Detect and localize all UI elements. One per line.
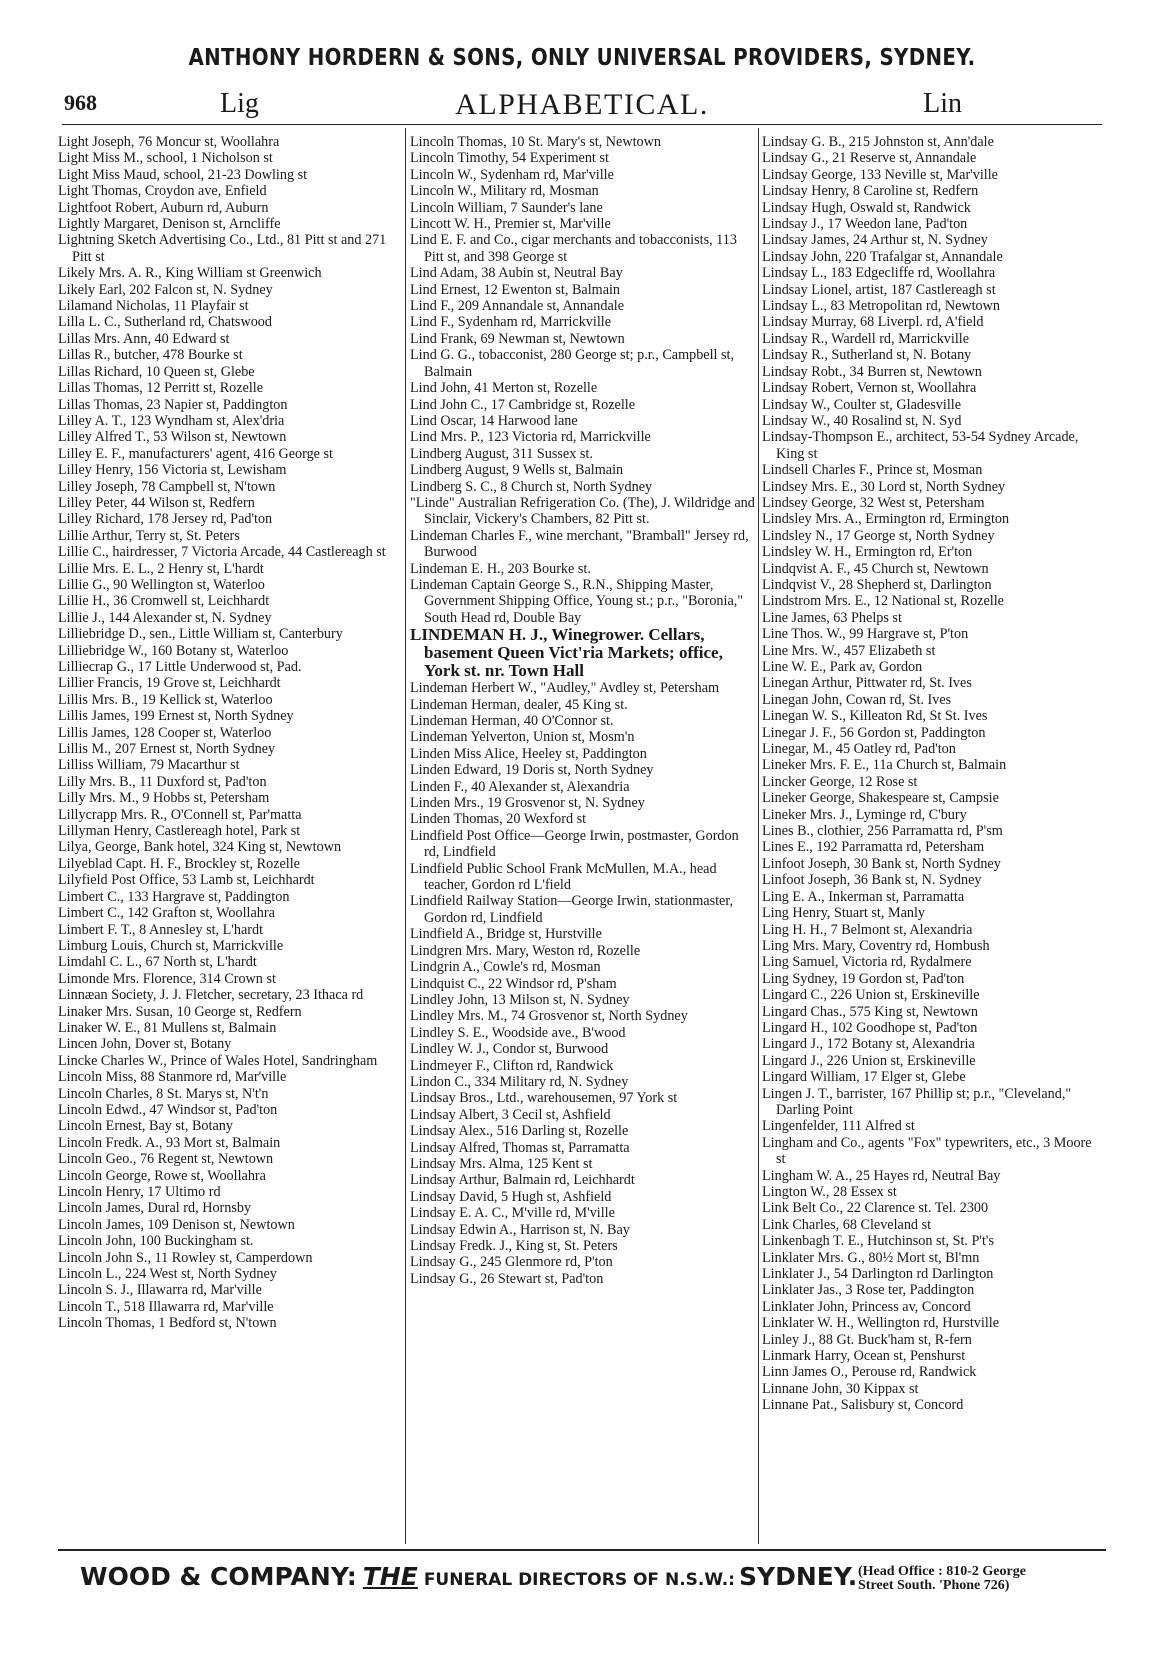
directory-entry: Linley J., 88 Gt. Buck'ham st, R-fern (762, 1331, 972, 1348)
directory-entry: Lillis Mrs. B., 19 Kellick st, Waterloo (58, 691, 273, 708)
directory-entry: Lincoln Thomas, 10 St. Mary's st, Newtown (410, 134, 661, 150)
directory-entry: Linden Miss Alice, Heeley st, Paddington (410, 745, 647, 762)
directory-entry: Likely Earl, 202 Falcon st, N. Sydney (58, 281, 273, 298)
directory-entry: Ling Sydney, 19 Gordon st, Pad'ton (762, 970, 965, 987)
directory-entry: Lindsay Albert, 3 Cecil st, Ashfield (410, 1106, 611, 1123)
directory-column-2 (410, 134, 755, 1544)
directory-entry: Linklater Mrs. G., 80½ Mort st, Bl'mn (762, 1249, 980, 1266)
footer-address-line: Street South. 'Phone 726) (858, 1578, 1010, 1593)
directory-entry: Lindsley W. H., Ermington rd, Er'ton (762, 544, 973, 561)
directory-entry: Lindquist C., 22 Windsor rd, P'sham (410, 975, 617, 992)
directory-entry: Lindsay W., 40 Rosalind st, N. Syd (762, 412, 962, 429)
directory-entry: Lindsay Alex., 516 Darling st, Rozelle (410, 1123, 629, 1140)
directory-entry: Lillas Thomas, 12 Perritt st, Rozelle (58, 380, 264, 397)
directory-entry: Lilliebridge D., sen., Little William st, Canterbury (58, 626, 343, 643)
header-rule (62, 124, 1102, 125)
directory-entry: Linden F., 40 Alexander st, Alexandria (410, 778, 630, 795)
directory-entry: Lincoln L., 224 West st, North Sydney (58, 1266, 277, 1283)
directory-entry: Ling E. A., Inkerman st, Parramatta (762, 888, 965, 905)
directory-entry: Lindeman Herman, 40 O'Connor st. (410, 713, 614, 729)
directory-entry: Lillie H., 36 Cromwell st, Leichhardt (58, 593, 270, 610)
directory-entry: Lincoln William, 7 Saunder's lane (410, 199, 603, 216)
directory-entry: Linnane John, 30 Kippax st (762, 1380, 919, 1397)
directory-entry: Lingard J., 172 Botany st, Alexandria (762, 1036, 975, 1053)
directory-entry: Linnæan Society, J. J. Fletcher, secretary, 23 Ithaca rd (58, 987, 364, 1004)
directory-entry: Lington W., 28 Essex st (762, 1184, 897, 1200)
directory-entry: Linegan W. S., Killeaton Rd, St St. Ives (762, 708, 988, 725)
directory-entry: Lindsay E. A. C., M'ville rd, M'ville (410, 1205, 615, 1222)
directory-entry: Lilyeblad Capt. H. F., Brockley st, Rozelle (58, 855, 300, 872)
directory-entry: Lineker George, Shakespeare st, Campsie (762, 790, 999, 807)
directory-entry: Lillycrapp Mrs. R., O'Connell st, Par'matta (58, 806, 302, 823)
directory-entry: Lindqvist A. F., 45 Church st, Newtown (762, 560, 989, 577)
directory-entry: Lillas Thomas, 23 Napier st, Paddington (58, 396, 288, 413)
directory-entry: Link Charles, 68 Cleveland st (762, 1216, 932, 1233)
directory-entry: Lindsay James, 24 Arthur st, N. Sydney (762, 232, 988, 249)
directory-entry: Linfoot Joseph, 36 Bank st, N. Sydney (762, 872, 982, 889)
directory-entry: Lindberg August, 9 Wells st, Balmain (410, 462, 624, 479)
directory-entry: Linnane Pat., Salisbury st, Concord (762, 1397, 964, 1414)
directory-entry: Lindfield Railway Station—George Irwin, stationmaster, Gordon rd, Lindfield (410, 893, 734, 926)
directory-entry: Lincker George, 12 Rose st (762, 773, 918, 790)
directory-entry: Lindsay L., 183 Edgecliffe rd, Woollahra (762, 265, 996, 282)
guide-word-right: Lin (923, 88, 962, 119)
directory-entry: Lincoln W., Military rd, Mosman (410, 183, 599, 200)
directory-entry: Lincoln Thomas, 1 Bedford st, N'town (58, 1315, 277, 1332)
directory-entry: Lilly Mrs. B., 11 Duxford st, Pad'ton (58, 773, 267, 790)
directory-entry: Lindsay Henry, 8 Caroline st, Redfern (762, 183, 979, 200)
directory-entry: Lincoln Edwd., 47 Windsor st, Pad'ton (58, 1101, 278, 1118)
footer-company: WOOD & COMPANY: (80, 1562, 357, 1591)
directory-entry: Lingen J. T., barrister, 167 Phillip st; p.r., "Cleveland," Darling Point (762, 1085, 1072, 1118)
directory-entry: Lincoln James, 109 Denison st, Newtown (58, 1216, 295, 1233)
directory-entry: Lillas Mrs. Ann, 40 Edward st (58, 330, 230, 347)
directory-entry: Lilliebridge W., 160 Botany st, Waterloo (58, 642, 289, 659)
directory-entry: Lillie G., 90 Wellington st, Waterloo (58, 576, 265, 593)
directory-entry: Lindsay W., Coulter st, Gladesville (762, 396, 961, 413)
directory-entry: Linden Mrs., 19 Grosvenor st, N. Sydney (410, 795, 645, 812)
directory-entry: Lindley John, 13 Milson st, N. Sydney (410, 991, 630, 1008)
directory-column-1 (58, 134, 403, 1544)
directory-entry: Ling Mrs. Mary, Coventry rd, Hombush (762, 937, 990, 954)
directory-entry: Linklater John, Princess av, Concord (762, 1298, 971, 1315)
directory-entry: Limbert C., 133 Hargrave st, Paddington (58, 888, 290, 905)
footer-address (858, 1565, 1026, 1593)
directory-entry: Linfoot Joseph, 30 Bank st, North Sydney (762, 855, 1001, 872)
directory-entry: Linklater Jas., 3 Rose ter, Paddington (762, 1282, 975, 1299)
directory-entry: Lincoln George, Rowe st, Woollahra (58, 1167, 266, 1184)
directory-entry: Lilley Peter, 44 Wilson st, Redfern (58, 494, 255, 511)
directory-entry: Linklater W. H., Wellington rd, Hurstville (762, 1315, 999, 1332)
directory-entry: Lilley A. T., 123 Wyndham st, Alex'dria (58, 412, 285, 429)
directory-entry: Lilley Henry, 156 Victoria st, Lewisham (58, 462, 287, 479)
directory-entry: Lind Ernest, 12 Ewenton st, Balmain (410, 281, 621, 298)
directory-entry: Limdahl C. L., 67 North st, L'hardt (58, 954, 257, 971)
footer-city: SYDNEY. (738, 1562, 858, 1591)
directory-entry: Lilliss William, 79 Macarthur st (58, 757, 240, 774)
directory-entry: Lineker Mrs. J., Lyminge rd, C'bury (762, 806, 967, 823)
directory-entry: Lillas R., butcher, 478 Bourke st (58, 347, 243, 364)
directory-entry: Line James, 63 Phelps st (762, 609, 902, 626)
directory-entry: Lillie Mrs. E. L., 2 Henry st, L'hardt (58, 560, 264, 577)
directory-entry: Lindsay Edwin A., Harrison st, N. Bay (410, 1221, 630, 1238)
directory-entry: Lincoln Ernest, Bay st, Botany (58, 1118, 233, 1135)
footer-address-line: (Head Office : 810-2 George (858, 1564, 1026, 1579)
directory-entry: Lilamand Nicholas, 11 Playfair st (58, 298, 249, 315)
directory-entry: Linegar J. F., 56 Gordon st, Paddington (762, 724, 986, 741)
directory-entry: Lincoln John, 100 Buckingham st. (58, 1233, 254, 1250)
directory-entry: Lillas Richard, 10 Queen st, Glebe (58, 363, 255, 380)
footer-the: THE (362, 1562, 418, 1591)
directory-entry: Light Joseph, 76 Moncur st, Woollahra (58, 134, 280, 150)
directory-entry: Lillis M., 207 Ernest st, North Sydney (58, 741, 276, 758)
directory-entry: Lillyman Henry, Castlereagh hotel, Park st (58, 823, 301, 840)
directory-entry: Lingham and Co., agents "Fox" typewriters, etc., 3 Moore st (762, 1134, 1092, 1168)
directory-entry: Lind F., 209 Annandale st, Annandale (410, 298, 625, 315)
directory-entry: Lindsey George, 32 West st, Petersham (762, 494, 985, 511)
directory-entry: Lindsell Charles F., Prince st, Mosman (762, 462, 983, 479)
directory-entry: Linegan John, Cowan rd, St. Ives (762, 691, 952, 708)
directory-entry: Ling Samuel, Victoria rd, Rydalmere (762, 954, 972, 971)
directory-entry: Lind F., Sydenham rd, Marrickville (410, 314, 612, 331)
directory-entry: Lilley Richard, 178 Jersey rd, Pad'ton (58, 511, 273, 528)
directory-entry: Lind Frank, 69 Newman st, Newtown (410, 330, 625, 347)
directory-entry: Lindsley Mrs. A., Ermington rd, Ermington (762, 511, 1010, 528)
directory-entry: Lincoln Timothy, 54 Experiment st (410, 150, 609, 167)
directory-entry: Lightning Sketch Advertising Co., Ltd., 81 Pitt st and 271 Pitt st (58, 232, 387, 265)
directory-entry: Lilly Mrs. M., 9 Hobbs st, Petersham (58, 790, 270, 807)
directory-entry: Lindsay G., 21 Reserve st, Annandale (762, 150, 977, 167)
directory-entry: Lindmeyer F., Clifton rd, Randwick (410, 1057, 614, 1074)
directory-entry: Lindon C., 334 Military rd, N. Sydney (410, 1073, 629, 1090)
directory-entry: Lind Adam, 38 Aubin st, Neutral Bay (410, 265, 623, 282)
guide-word-left: Lig (220, 88, 259, 119)
directory-entry: Lindsay G. B., 215 Johnston st, Ann'dale (762, 134, 994, 150)
directory-entry: Lillie Arthur, Terry st, St. Peters (58, 527, 240, 544)
directory-entry: Lines E., 192 Parramatta rd, Petersham (762, 839, 985, 856)
footer-advert-main (80, 1562, 857, 1591)
directory-entry: Lindley Mrs. M., 74 Grosvenor st, North Sydney (410, 1008, 688, 1025)
directory-entry: Lilliecrap G., 17 Little Underwood st, Pad. (58, 659, 302, 675)
directory-entry: Light Miss Maud, school, 21-23 Dowling st (58, 166, 308, 183)
directory-entry: Lincott W. H., Premier st, Mar'ville (410, 216, 611, 233)
directory-entry: Line Mrs. W., 457 Elizabeth st (762, 642, 936, 659)
directory-entry: Lincoln Miss, 88 Stanmore rd, Mar'ville (58, 1069, 287, 1086)
directory-entry: Line W. E., Park av, Gordon (762, 659, 923, 675)
directory-entry: Lindsley N., 17 George st, North Sydney (762, 527, 995, 544)
directory-entry: Lindeman Captain George S., R.N., Shipping Master, Government Shipping Office, Young st.; p.r., "Boronia," South Head rd, Double Bay (410, 576, 744, 626)
directory-entry: Lilya, George, Bank hotel, 324 King st, Newtown (58, 839, 342, 856)
directory-entry: Lincoln Geo., 76 Regent st, Newtown (58, 1151, 274, 1168)
page-number: 968 (64, 90, 97, 115)
directory-entry: Ling H. H., 7 Belmont st, Alexandria (762, 921, 973, 938)
directory-entry: Limburg Louis, Church st, Marrickville (58, 937, 284, 954)
directory-entry: Lindsay Mrs. Alma, 125 Kent st (410, 1155, 593, 1172)
directory-entry: Lindqvist V., 28 Shepherd st, Darlington (762, 576, 992, 593)
directory-entry: Lilley Alfred T., 53 Wilson st, Newtown (58, 429, 287, 446)
directory-entry: Lindsay R., Wardell rd, Marrickville (762, 330, 970, 347)
directory-entry: Lind Oscar, 14 Harwood lane (410, 412, 578, 429)
directory-entry: Link Belt Co., 22 Clarence st. Tel. 2300 (762, 1200, 989, 1217)
directory-entry: Linaker W. E., 81 Mullens st, Balmain (58, 1019, 277, 1036)
directory-entry: Linden Thomas, 20 Wexford st (410, 811, 587, 828)
directory-entry: Lindsay Murray, 68 Liverpl. rd, A'field (762, 314, 984, 331)
directory-entry: Lingard J., 226 Union st, Erskineville (762, 1052, 976, 1069)
column-divider (405, 128, 406, 1544)
directory-entry: Lindgren Mrs. Mary, Weston rd, Rozelle (410, 942, 641, 959)
directory-entry: Lilla L. C., Sutherland rd, Chatswood (58, 314, 272, 331)
directory-entry: Lindsay J., 17 Weedon lane, Pad'ton (762, 216, 968, 233)
directory-entry: Lindfield Post Office—George Irwin, postmaster, Gordon rd, Lindfield (410, 827, 739, 861)
directory-entry: Lindstrom Mrs. E., 12 National st, Rozelle (762, 593, 1004, 610)
directory-entry: Lindsay G., 26 Stewart st, Pad'ton (410, 1270, 604, 1287)
directory-entry: Light Thomas, Croydon ave, Enfield (58, 183, 267, 200)
directory-entry: Linmark Harry, Ocean st, Penshurst (762, 1348, 966, 1365)
directory-entry: Lindberg S. C., 8 Church st, North Sydney (410, 478, 653, 495)
directory-entry: Lindberg August, 311 Sussex st. (410, 445, 593, 462)
directory-entry: Lightfoot Robert, Auburn rd, Auburn (58, 199, 269, 216)
footer-advert (80, 1562, 1090, 1602)
directory-entry: Limbert F. T., 8 Annesley st, L'hardt (58, 921, 264, 938)
directory-entry: Lincke Charles W., Prince of Wales Hotel, Sandringham (58, 1052, 378, 1069)
directory-entry: Lindeman E. H., 203 Bourke st. (410, 560, 591, 577)
directory-entry: Lilley E. F., manufacturers' agent, 416 George st (58, 445, 333, 462)
directory-entry: Lindeman Charles F., wine merchant, "Bramball" Jersey rd, Burwood (410, 527, 749, 561)
directory-entry: Lincoln T., 518 Illawarra rd, Mar'ville (58, 1298, 274, 1315)
page-header (62, 88, 1102, 122)
directory-entry: Lingard William, 17 Elger st, Glebe (762, 1069, 966, 1086)
directory-entry: Lingham W. A., 25 Hayes rd, Neutral Bay (762, 1167, 1001, 1184)
footer-rule (58, 1549, 1106, 1551)
directory-entry: Lind Mrs. P., 123 Victoria rd, Marrickville (410, 429, 651, 446)
directory-entry: Lincoln James, Dural rd, Hornsby (58, 1200, 252, 1217)
directory-entry: Limonde Mrs. Florence, 314 Crown st (58, 970, 276, 987)
directory-entry: Lineker Mrs. F. E., 11a Church st, Balmain (762, 757, 1007, 774)
directory-entry: Lindgrin A., Cowle's rd, Mosman (410, 959, 601, 976)
directory-entry: Lindsey Mrs. E., 30 Lord st, North Sydney (762, 478, 1006, 495)
directory-entry: Lindsay Fredk. J., King st, St. Peters (410, 1238, 618, 1254)
directory-entry: Lingard Chas., 575 King st, Newtown (762, 1003, 978, 1020)
directory-entry: Lingard C., 226 Union st, Erskineville (762, 987, 980, 1004)
directory-entry: Lindsay L., 83 Metropolitan rd, Newtown (762, 298, 1000, 315)
directory-entry: Lindsay Alfred, Thomas st, Parramatta (410, 1139, 630, 1156)
directory-entry: Linn James O., Perouse rd, Randwick (762, 1364, 977, 1381)
directory-entry: Lincoln Charles, 8 St. Marys st, N't'n (58, 1085, 269, 1102)
directory-entry: Lindeman Herman, dealer, 45 King st. (410, 696, 628, 713)
directory-entry: Lilyfield Post Office, 53 Lamb st, Leichhardt (58, 872, 315, 889)
directory-entry: Lind John C., 17 Cambridge st, Rozelle (410, 396, 636, 413)
directory-entry: Lindley W. J., Condor st, Burwood (410, 1041, 609, 1058)
directory-entry: Lindfield A., Bridge st, Hurstville (410, 926, 602, 943)
column-divider (758, 128, 759, 1544)
directory-entry: Lindfield Public School Frank McMullen, M.A., head teacher, Gordon rd L'field (410, 860, 717, 894)
directory-entry: Line Thos. W., 99 Hargrave st, P'ton (762, 626, 969, 643)
directory-entry: Lindsay R., Sutherland st, N. Botany (762, 347, 972, 364)
directory-entry: Linkenbagh T. E., Hutchinson st, St. P't's (762, 1233, 994, 1250)
directory-entry: Lindsay Bros., Ltd., warehousemen, 97 York st (410, 1090, 678, 1107)
directory-entry: Lind G. G., tobacconist, 280 George st; p.r., Campbell st, Balmain (410, 347, 735, 380)
directory-entry: Lindsay Robert, Vernon st, Woollahra (762, 380, 977, 397)
directory-entry: Lillier Francis, 19 Grove st, Leichhardt (58, 675, 281, 692)
directory-entry: Lincoln John S., 11 Rowley st, Camperdown (58, 1249, 313, 1266)
directory-entry: Lincoln Fredk. A., 93 Mort st, Balmain (58, 1134, 281, 1151)
directory-entry: Linden Edward, 19 Doris st, North Sydney (410, 762, 654, 779)
directory-entry: Lindsay George, 133 Neville st, Mar'ville (762, 166, 998, 183)
directory-entry: Lincoln W., Sydenham rd, Mar'ville (410, 166, 614, 183)
directory-entry: Lindsay-Thompson E., architect, 53-54 Sydney Arcade, King st (762, 429, 1079, 462)
directory-entry: Lingard H., 102 Goodhope st, Pad'ton (762, 1019, 978, 1036)
directory-entry: Lindley S. E., Woodside ave., B'wood (410, 1024, 626, 1041)
directory-entry: Lindsay John, 220 Trafalgar st, Annandale (762, 248, 1003, 265)
directory-entry: Lincen John, Dover st, Botany (58, 1036, 232, 1053)
directory-entry: Lightly Margaret, Denison st, Arncliffe (58, 216, 281, 233)
directory-entry: Lillie J., 144 Alexander st, N. Sydney (58, 609, 272, 626)
directory-entry: Lines B., clothier, 256 Parramatta rd, P'sm (762, 823, 1003, 840)
directory-entry: Light Miss M., school, 1 Nicholson st (58, 150, 273, 167)
directory-entry: Linaker Mrs. Susan, 10 George st, Redfern (58, 1003, 302, 1020)
directory-entry: Lindeman Yelverton, Union st, Mosm'n (410, 729, 635, 746)
top-banner-advert: ANTHONY HORDERN & SONS, ONLY UNIVERSAL PROVIDERS, SYDNEY. (188, 45, 976, 71)
directory-entry: Lilley Joseph, 78 Campbell st, N'town (58, 478, 276, 495)
directory-entry: Lillis James, 128 Cooper st, Waterloo (58, 724, 272, 741)
directory-entry: Lindsay Arthur, Balmain rd, Leichhardt (410, 1172, 635, 1189)
directory-entry: Lindeman Herbert W., "Audley," Avdley st, Petersham (410, 680, 720, 697)
directory-entry: LINDEMAN H. J., Winegrower. Cellars, basement Queen Vict'ria Markets; office, York st. nr. Town Hall (410, 625, 723, 681)
directory-entry: Lincoln Henry, 17 Ultimo rd (58, 1184, 221, 1200)
directory-entry: Lind John, 41 Merton st, Rozelle (410, 380, 598, 397)
directory-entry: Lindsay G., 245 Glenmore rd, P'ton (410, 1254, 613, 1271)
footer-description: FUNERAL DIRECTORS OF N.S.W.: (423, 1570, 735, 1590)
directory-entry: Lincoln S. J., Illawarra rd, Mar'ville (58, 1282, 262, 1299)
directory-entry: Lindsay Robt., 34 Burren st, Newtown (762, 363, 982, 380)
directory-entry: Ling Henry, Stuart st, Manly (762, 905, 926, 922)
directory-entry: Lillie C., hairdresser, 7 Victoria Arcade, 44 Castlereagh st (58, 544, 386, 561)
directory-entry: Likely Mrs. A. R., King William st Greenwich (58, 265, 322, 282)
directory-entry: "Linde" Australian Refrigeration Co. (The), J. Wildridge and Sinclair, Vickery's Chambers, 82 Pitt st. (410, 494, 755, 528)
directory-entry: Limbert C., 142 Grafton st, Woollahra (58, 905, 275, 922)
directory-entry: Lindsay David, 5 Hugh st, Ashfield (410, 1188, 612, 1205)
section-heading: ALPHABETICAL. (455, 88, 709, 121)
directory-entry: Lind E. F. and Co., cigar merchants and tobacconists, 113 Pitt st, and 398 George st (410, 232, 737, 265)
directory-entry: Lindsay Hugh, Oswald st, Randwick (762, 199, 971, 216)
directory-entry: Lillis James, 199 Ernest st, North Sydney (58, 708, 294, 725)
directory-entry: Lingenfelder, 111 Alfred st (762, 1118, 915, 1135)
directory-column-3 (762, 134, 1102, 1544)
directory-entry: Linegar, M., 45 Oatley rd, Pad'ton (762, 741, 956, 758)
directory-entry: Lindsay Lionel, artist, 187 Castlereagh st (762, 281, 996, 298)
directory-entry: Linegan Arthur, Pittwater rd, St. Ives (762, 675, 972, 692)
directory-entry: Linklater J., 54 Darlington rd Darlington (762, 1266, 994, 1283)
